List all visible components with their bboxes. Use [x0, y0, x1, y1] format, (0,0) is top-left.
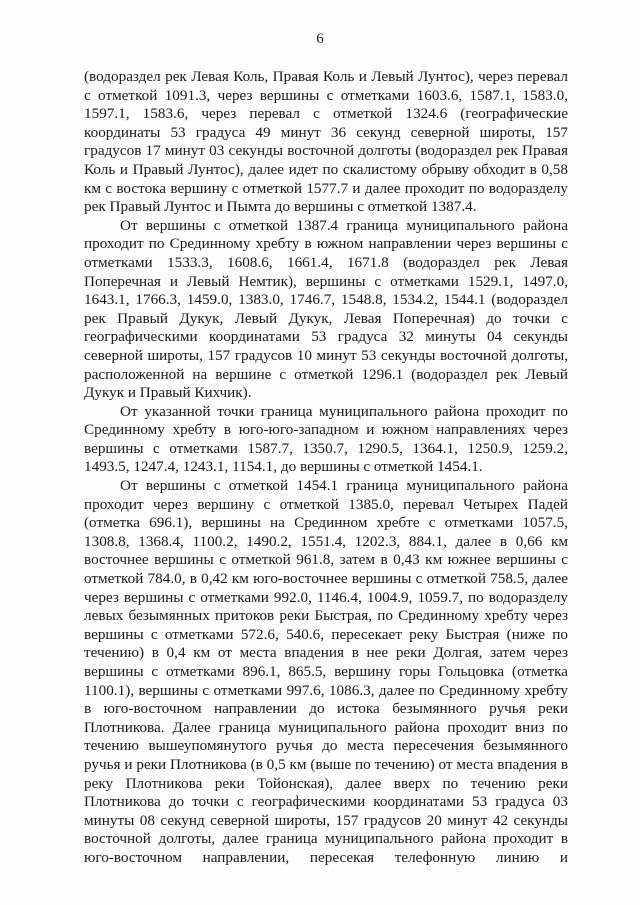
paragraph-sredinny-ridge-south: От вершины с отметкой 1387.4 граница муниципального района проходит по Срединному хребту в южном направлении через вершины с отметками 1533.3, 1608.6, 1661.4, 1671.8 (водораздел рек Левая Поперечная и Левый Немтик), вершины с отметками 1529.1, 1497.0, 1643.1, 1766.3, 1459.0, 1383.0, 1746.7, 1548.8, 1534.2, 1544.1 (водораздел рек Правый Дукук, Левый Дукук, Левая Поперечная) до точки с географическими координатами 53 градуса 32 минуты 04 секунды северной широты, 157 градусов 10 минут 53 секунды восточной долготы, расположенной на вершине с отметкой 1296.1 (водораздел рек Левый Дукук и Правый Кихчик).	[84, 216, 568, 402]
document-body	[84, 68, 568, 868]
paragraph-continuation: (водораздел рек Левая Коль, Правая Коль и Левый Лунтос), через перевал с отметкой 1091.3, через вершины с отметками 1603.6, 1587.1, 1583.0, 1597.1, 1583.6, через перевал с отметкой 1324.6 (географические координаты 53 градуса 49 минут 36 секунд северной широты, 157 градусов 17 минут 03 секунды восточной долготы (водораздел рек Правая Коль и Правый Лунтос), далее идет по скалистому обрыву обходит в 0,58 км с востока вершину с отметкой 1577.7 и далее проходит по водоразделу рек Правый Лунтос и Пымта до вершины с отметкой 1387.4.	[84, 68, 568, 216]
paragraph-from-1454: От вершины с отметкой 1454.1 граница муниципального района проходит через вершину с отметкой 1385.0, перевал Четырех Падей (отметка 696.1), вершины на Срединном хребте с отметками 1057.5, 1308.8, 1368.4, 1100.2, 1490.2, 1551.4, 1202.3, 884.1, далее в 0,66 км восточнее вершины с отметкой 961.8, затем в 0,43 км южнее вершины с отметкой 784.0, в 0,42 км юго-восточнее вершины с отметкой 758.5, далее через вершины с отметками 992.0, 1146.4, 1004.9, 1059.7, по водоразделу левых безымянных притоков реки Быстрая, по Срединному хребту через вершины с отметками 572.6, 540.6, пересекает реку Быстрая (ниже по течению) в 0,4 км от места впадения в нее реки Долгая, затем через вершины с отметками 896.1, 865.5, вершину горы Гольцовка (отметка 1100.1), вершины с отметками 997.6, 1086.3, далее по Срединному хребту в юго-восточном направлении до истока безымянного ручья реки Плотникова. Далее граница муниципального района проходит вниз по течению вышеупомянутого ручья до места пересечения безымянного ручья и реки Плотникова (в 0,5 км (выше по течению) от места впадения в реку Плотникова реки Тойонская), далее вверх по течению реки Плотникова до точки с географическими координатами 53 градуса 03 минуты 08 секунд северной широты, 157 градусов 20 минут 42 секунды восточной долготы, далее граница муниципального района проходит в юго-восточном направлении, пересекая телефонную линию и	[84, 477, 568, 866]
page-number: 6	[316, 31, 324, 47]
paragraph-ssw-direction: От указанной точки граница муниципального района проходит по Срединному хребту в юго-юго-западном и южном направлениях через вершины с отметками 1587.7, 1350.7, 1290.5, 1364.1, 1250.9, 1259.2, 1493.5, 1247.4, 1243.1, 1154.1, до вершины с отметкой 1454.1.	[84, 402, 568, 476]
